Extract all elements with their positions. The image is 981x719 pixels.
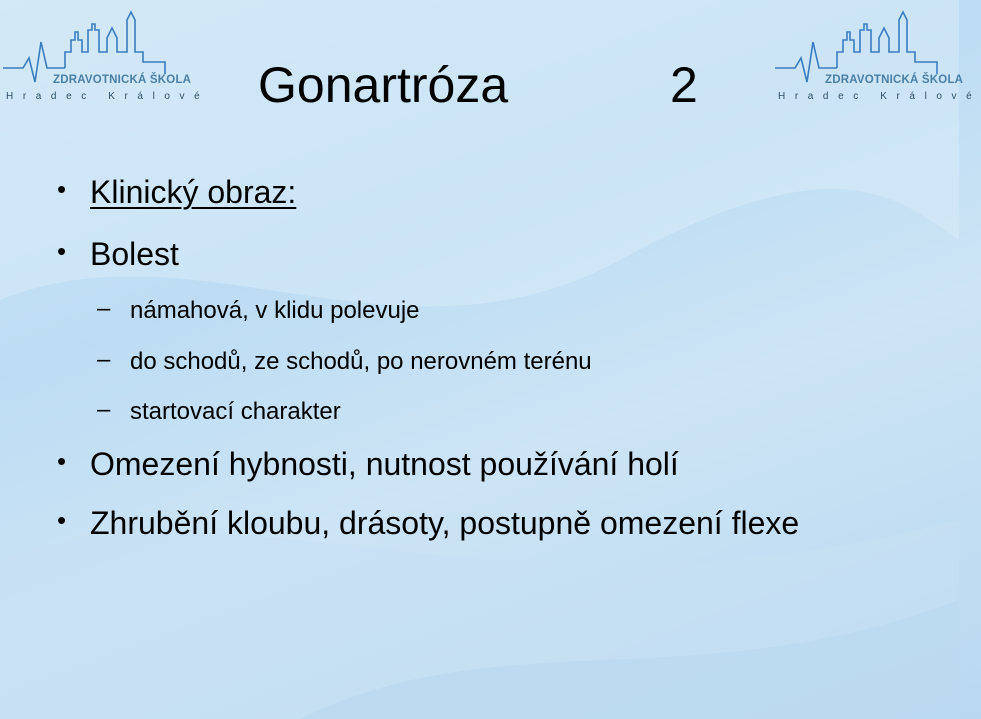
dash-icon: –: [97, 295, 111, 322]
bullet-icon: •: [57, 236, 67, 266]
school-name: ZDRAVOTNICKÁ ŠKOLA: [825, 74, 964, 86]
sub-item: [97, 346, 592, 376]
bullet-mobility: [57, 446, 679, 483]
dash-icon: –: [97, 346, 111, 373]
sub-item-text: námahová, v klidu polevuje: [130, 297, 420, 324]
school-logo-right: [775, 0, 981, 110]
sub-item: [97, 295, 420, 325]
sub-item-text: do schodů, ze schodů, po nerovném terénu: [130, 348, 592, 375]
school-name: ZDRAVOTNICKÁ ŠKOLA: [53, 74, 192, 86]
bullet-joint: [57, 505, 800, 542]
joint-text: Zhrubění kloubu, drásoty, postupně omezení flexe: [90, 505, 800, 541]
sub-item-text: startovací charakter: [130, 398, 341, 425]
dash-icon: –: [97, 396, 111, 423]
sub-item: [97, 396, 341, 426]
bullet-icon: •: [57, 446, 67, 476]
school-city: Hradec Králové: [778, 91, 981, 102]
heading-text: Klinický obraz:: [90, 174, 297, 210]
school-city: Hradec Králové: [6, 91, 210, 102]
mobility-text: Omezení hybnosti, nutnost používání holí: [90, 446, 679, 482]
slide-title: Gonartróza: [258, 57, 509, 113]
bullet-icon: •: [57, 174, 67, 204]
bullet-heading: [57, 174, 297, 211]
slide-number: 2: [670, 57, 698, 113]
bullet-pain: [57, 236, 179, 273]
bullet-icon: •: [57, 505, 67, 535]
pain-text: Bolest: [90, 236, 179, 272]
school-logo-left: [3, 0, 210, 110]
